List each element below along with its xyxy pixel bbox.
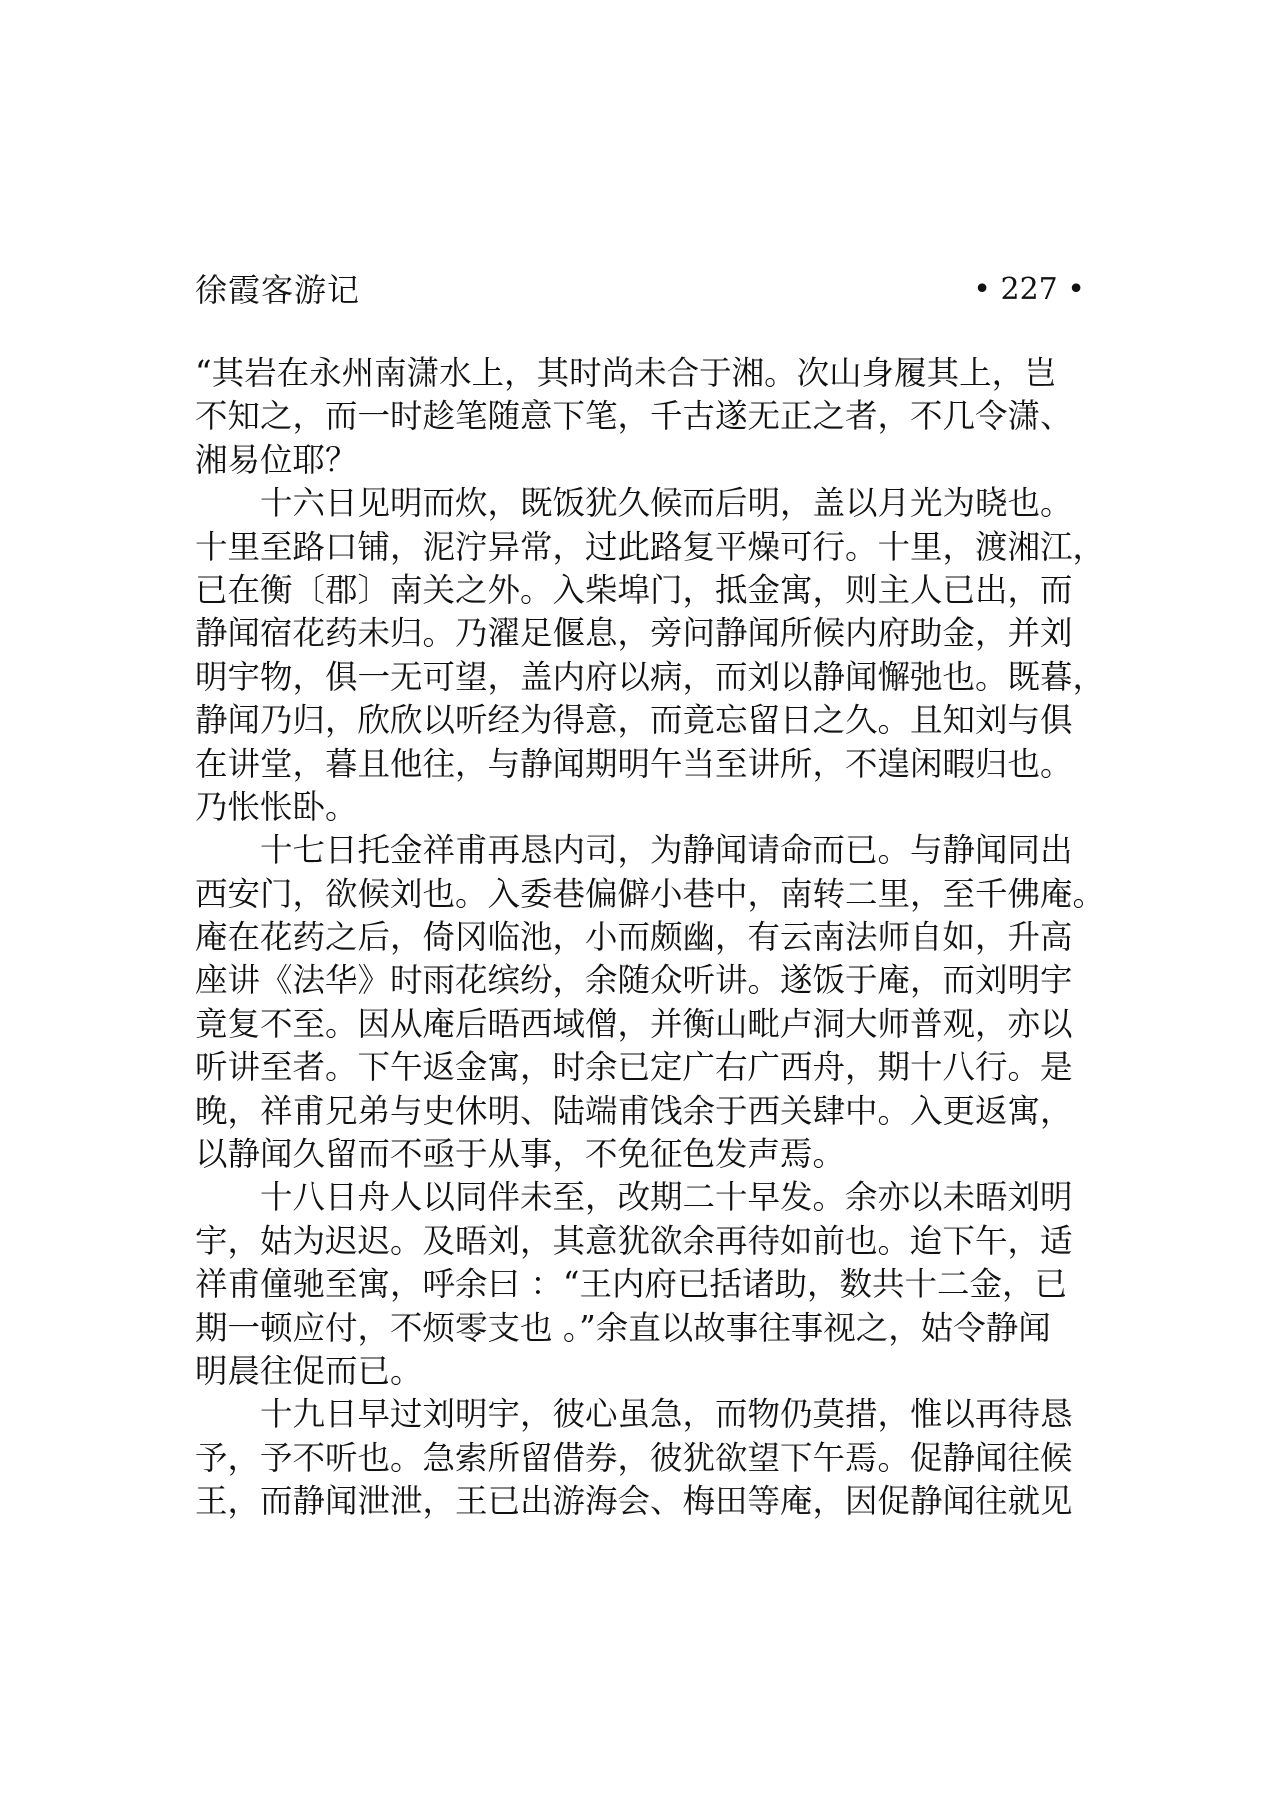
- text-line: 座讲《法华》时雨花缤纷，余随众听讲。遂饭于庵，而刘明宇: [195, 961, 1073, 1000]
- text-line: 听讲至者。下午返金寓，时余已定广右广西舟，期十八行。是: [195, 1048, 1073, 1087]
- text-line: 乃怅怅卧。: [195, 787, 358, 826]
- text-line: 在讲堂，暮且他往，与静闻期明午当至讲所，不遑闲暇归也。: [195, 744, 1073, 783]
- text-line: 十里至路口铺，泥泞异常，过此路复平燥可行。十里，渡湘江，: [195, 527, 1106, 566]
- body-text: [195, 352, 1115, 1524]
- text-line: 不知之，而一时趁笔随意下笔，千古遂无正之者，不几令潇、: [195, 397, 1073, 436]
- text-line: 祥甫僮驰至寓，呼余曰 ：“王内府已括诸助，数共十二金，已: [195, 1265, 1067, 1304]
- page-number: • 227 •: [973, 272, 1085, 307]
- text-line: 宇，姑为迟迟。及晤刘，其意犹欲余再待如前也。迨下午，适: [195, 1221, 1073, 1260]
- text-line: 期一顿应付，不烦零支也 。”余直以故事往事视之，姑令静闻: [195, 1308, 1051, 1347]
- text-line: 十八日舟人以同伴未至，改期二十早发。余亦以未晤刘明: [195, 1178, 1073, 1217]
- text-line: 以静闻久留而不亟于从事，不免征色发声焉。: [195, 1135, 846, 1174]
- text-line: 庵在花药之后，倚冈临池，小而颇幽，有云南法师自如，升高: [195, 918, 1073, 957]
- text-line: 王，而静闻泄泄，王已出游海会、梅田等庵，因促静闻往就见: [195, 1482, 1073, 1521]
- text-line: “其岩在永州南潇水上，其时尚未合于湘。次山身履其上，岂: [195, 354, 1057, 392]
- book-title: 徐霞客游记: [195, 271, 361, 309]
- text-line: 予，予不听也。急索所留借券，彼犹欲望下午焉。促静闻往候: [195, 1438, 1073, 1477]
- text-line: 明晨往促而已。: [195, 1351, 423, 1390]
- page-header: [195, 268, 1085, 312]
- text-line: 西安门，欲候刘也。入委巷偏僻小巷中，南转二里，至千佛庵。: [195, 874, 1106, 913]
- text-line: 十九日早过刘明宇，彼心虽急，而物仍莫措，惟以再待恳: [195, 1395, 1073, 1434]
- text-line: 静闻乃归，欣欣以听经为得意，而竟忘留日之久。且知刘与俱: [195, 701, 1073, 740]
- text-line: 十六日见明而炊，既饭犹久候而后明，盖以月光为晓也。: [195, 484, 1073, 523]
- text-line: 明宇物，俱一无可望，盖内府以病，而刘以静闻懈弛也。既暮，: [195, 657, 1106, 696]
- text-line: 静闻宿花药未归。乃濯足偃息，旁问静闻所候内府助金，并刘: [195, 614, 1073, 653]
- text-line: 竟复不至。因从庵后晤西域僧，并衡山毗卢洞大师普观，亦以: [195, 1004, 1073, 1043]
- text-line: 湘易位耶？: [195, 440, 358, 479]
- text-line: 晚，祥甫兄弟与史休明、陆端甫饯余于西关肆中。入更返寓，: [195, 1091, 1073, 1130]
- text-line: 已在衡〔郡〕南关之外。入柴埠门，抵金寓，则主人已出，而: [195, 570, 1073, 609]
- text-line: 十七日托金祥甫再恳内司，为静闻请命而已。与静闻同出: [195, 831, 1073, 870]
